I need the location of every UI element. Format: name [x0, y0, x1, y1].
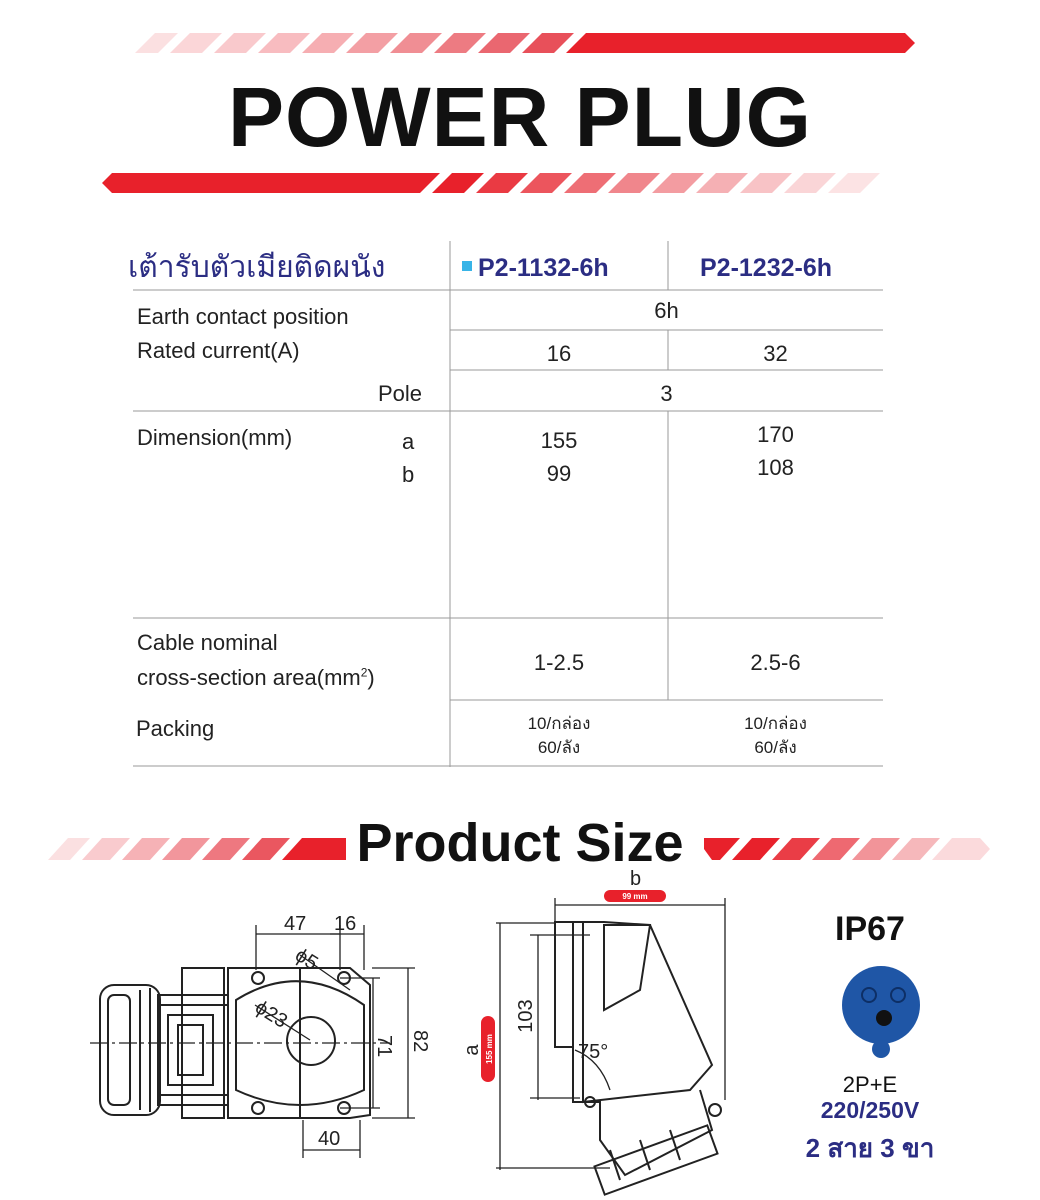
voltage-rating: 220/250V — [820, 1097, 920, 1123]
earth-contact-value: 6h — [654, 298, 679, 323]
packing-box-1: 10/กล่อง — [527, 714, 591, 733]
dim-a-label: a — [461, 1044, 483, 1056]
dimension-a-value-2: 170 — [757, 422, 794, 447]
dimension-b-label: b — [402, 462, 415, 487]
packing-box-2: 10/กล่อง — [744, 714, 807, 733]
pole-value: 3 — [660, 381, 673, 406]
rated-current-value-1: 16 — [546, 341, 572, 366]
model-header-2: P2-1232-6h — [700, 254, 833, 282]
packing-crate-1: 60/ลัง — [537, 738, 581, 757]
dim-phi23: ϕ23 — [251, 996, 292, 1033]
model-name-1: P2-1132-6h — [478, 254, 609, 282]
cable-label-sup: 2 — [360, 665, 368, 680]
cable-label-line-1: Cable nominal — [137, 630, 278, 655]
cable-label-text: cross-section area(mm — [137, 665, 361, 690]
cable-value-2: 2.5-6 — [750, 650, 801, 675]
dim-40: 40 — [318, 1128, 341, 1150]
product-size-title: Product Size — [356, 813, 684, 873]
dim-b-badge: 99 mm — [622, 892, 648, 901]
dim-a-badge: 155 mm — [485, 1034, 494, 1064]
table-heading-thai: เต้ารับตัวเมียติดผนัง — [128, 251, 386, 284]
dim-47: 47 — [284, 913, 307, 935]
dim-b-label: b — [630, 868, 642, 890]
rated-current-value-2: 32 — [763, 341, 788, 366]
dimension-b-value-1: 99 — [546, 461, 572, 486]
packing-label: Packing — [136, 716, 215, 741]
dim-angle: 75° — [578, 1041, 609, 1063]
dim-82: 82 — [409, 1030, 431, 1053]
packing-crate-2: 60/ลัง — [754, 738, 797, 757]
wire-pin-thai: 2 สาย 3 ขา — [805, 1133, 935, 1163]
pole-config: 2P+E — [842, 1072, 898, 1097]
dimension-b-value-2: 108 — [757, 455, 794, 480]
earth-contact-label: Earth contact position — [137, 304, 349, 329]
cable-value-1: 1-2.5 — [533, 650, 585, 675]
dim-16: 16 — [334, 913, 357, 935]
pole-label: Pole — [378, 381, 423, 406]
dimension-a-label: a — [402, 429, 415, 454]
dim-103: 103 — [515, 999, 537, 1033]
cable-label-end: ) — [367, 665, 375, 690]
page-title: POWER PLUG — [227, 70, 812, 164]
dimension-a-value-1: 155 — [540, 428, 578, 453]
dimension-label: Dimension(mm) — [137, 425, 293, 450]
dim-71: 71 — [373, 1035, 395, 1058]
rated-current-label: Rated current(A) — [137, 338, 300, 363]
ip-rating: IP67 — [835, 910, 905, 948]
dim-phi5: ϕ5 — [291, 944, 322, 975]
